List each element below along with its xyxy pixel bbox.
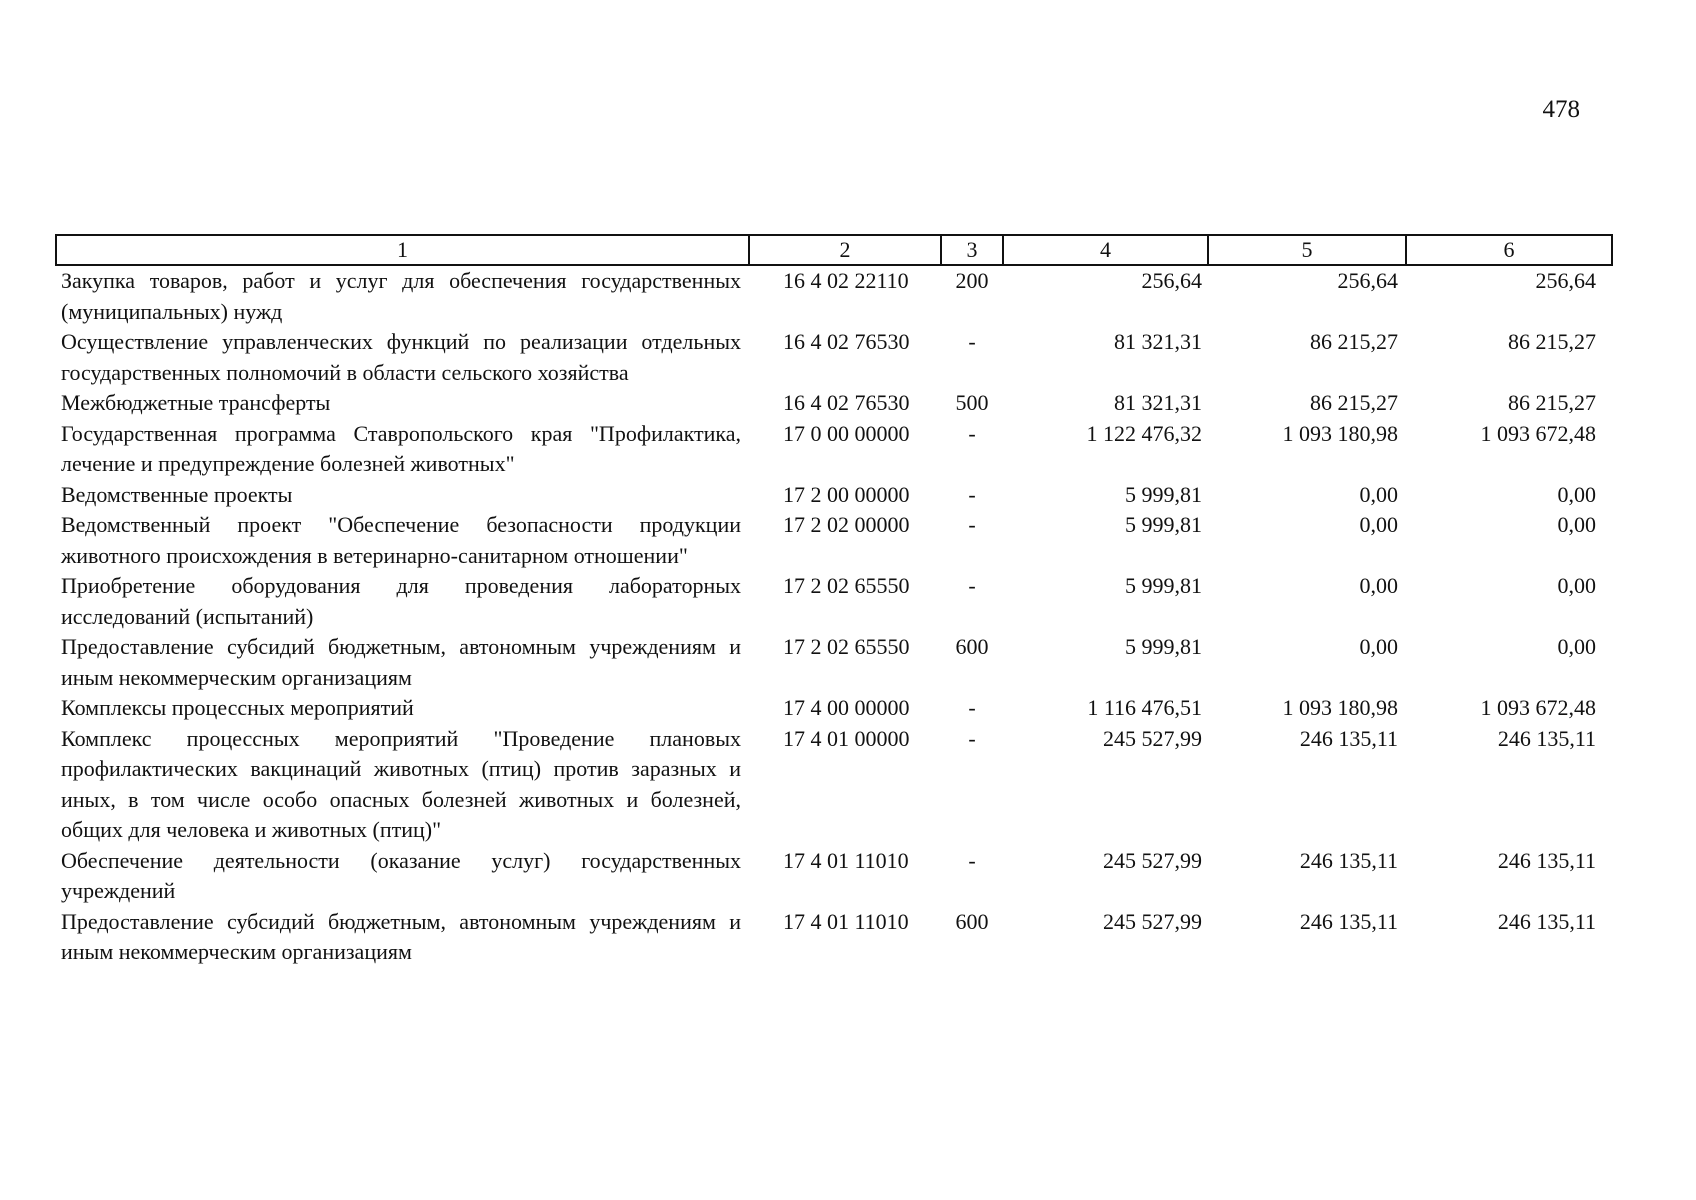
- amount-cell: 0,00: [1557, 634, 1596, 659]
- expense-type-cell: -: [968, 725, 976, 751]
- table-row: [56, 724, 1612, 846]
- amount-cell: 0,00: [1359, 634, 1398, 659]
- expense-type-cell: -: [968, 420, 976, 446]
- amount-cell: 256,64: [1535, 268, 1596, 293]
- expense-type-cell: -: [968, 512, 976, 537]
- column-header: 2: [749, 235, 941, 265]
- amount-cell: 86 215,27: [1310, 329, 1398, 354]
- table-row: [56, 907, 1612, 968]
- target-code-cell: 17 4 01 11010: [783, 847, 909, 873]
- table-header-row: [56, 235, 1612, 265]
- amount-cell: 1 116 476,51: [1087, 695, 1202, 720]
- amount-cell: 256,64: [1141, 268, 1202, 293]
- target-code-cell: 17 2 02 65550: [783, 573, 910, 598]
- table-row: [56, 419, 1612, 480]
- amount-cell: 246 135,11: [1497, 847, 1596, 873]
- row-name-cell: Закупка товаров, работ и услуг для обеспечения государственных (муниципальных) нужд: [61, 268, 741, 324]
- amount-cell: 245 527,99: [1103, 908, 1202, 934]
- table-row: [56, 571, 1612, 632]
- target-code-cell: 17 4 01 11010: [783, 908, 909, 934]
- table-row: [56, 480, 1612, 511]
- row-name-cell: Предоставление субсидий бюджетным, автономным учреждениям и иным некоммерческим организациям: [61, 634, 741, 690]
- amount-cell: 81 321,31: [1114, 390, 1202, 415]
- expense-type-cell: -: [968, 847, 976, 873]
- amount-cell: 5 999,81: [1125, 481, 1202, 507]
- amount-cell: 86 215,27: [1508, 390, 1596, 415]
- target-code-cell: 17 2 00 00000: [783, 481, 910, 507]
- target-code-cell: 16 4 02 76530: [783, 390, 910, 415]
- row-name-cell: Осуществление управленческих функций по реализации отдельных государственных полномочий в области сельского хозяйства: [61, 329, 741, 385]
- amount-cell: 86 215,27: [1310, 390, 1398, 415]
- amount-cell: 1 093 180,98: [1282, 420, 1398, 446]
- table-body: [56, 265, 1612, 968]
- expense-type-cell: 600: [955, 634, 989, 659]
- amount-cell: 0,00: [1359, 481, 1398, 507]
- table-row: [56, 265, 1612, 327]
- row-name-cell: Предоставление субсидий бюджетным, автономным учреждениям и иным некоммерческим организациям: [61, 908, 741, 964]
- amount-cell: 0,00: [1359, 573, 1398, 598]
- amount-cell: 0,00: [1557, 481, 1596, 507]
- expense-type-cell: 200: [955, 268, 989, 293]
- expense-type-cell: -: [968, 481, 976, 507]
- row-name-cell: Приобретение оборудования для проведения лабораторных исследований (испытаний): [61, 573, 741, 629]
- column-header: 4: [1003, 235, 1208, 265]
- target-code-cell: 17 0 00 00000: [783, 420, 910, 446]
- target-code-cell: 16 4 02 76530: [783, 329, 910, 354]
- amount-cell: 246 135,11: [1497, 725, 1596, 751]
- expense-type-cell: -: [968, 573, 976, 598]
- amount-cell: 245 527,99: [1103, 847, 1202, 873]
- column-header: 6: [1406, 235, 1612, 265]
- amount-cell: 245 527,99: [1103, 725, 1202, 751]
- target-code-cell: 17 2 02 00000: [783, 512, 910, 537]
- row-name-cell: Ведомственные проекты: [61, 481, 293, 507]
- column-header: 1: [56, 235, 749, 265]
- row-name-cell: Комплексы процессных мероприятий: [61, 695, 414, 720]
- amount-cell: 0,00: [1557, 573, 1596, 598]
- row-name-cell: Межбюджетные трансферты: [61, 390, 331, 415]
- amount-cell: 81 321,31: [1114, 329, 1202, 354]
- target-code-cell: 17 4 01 00000: [783, 725, 910, 751]
- table-row: [56, 693, 1612, 724]
- expense-type-cell: 500: [955, 390, 989, 415]
- amount-cell: 246 135,11: [1299, 908, 1398, 934]
- row-name-cell: Государственная программа Ставропольского края "Профилактика, лечение и предупреждение болезней животных": [61, 420, 741, 476]
- table-row: [56, 846, 1612, 907]
- row-name-cell: Ведомственный проект "Обеспечение безопасности продукции животного происхождения в ветеринарно-санитарном отношении": [61, 512, 741, 568]
- amount-cell: 0,00: [1359, 512, 1398, 537]
- table-row: [56, 510, 1612, 571]
- amount-cell: 246 135,11: [1299, 847, 1398, 873]
- amount-cell: 1 093 180,98: [1282, 695, 1398, 720]
- amount-cell: 1 093 672,48: [1480, 695, 1596, 720]
- column-header: 5: [1208, 235, 1406, 265]
- amount-cell: 1 122 476,32: [1086, 420, 1202, 446]
- target-code-cell: 17 2 02 65550: [783, 634, 910, 659]
- row-name-cell: Обеспечение деятельности (оказание услуг) государственных учреждений: [61, 847, 741, 903]
- amount-cell: 246 135,11: [1497, 908, 1596, 934]
- table-row: [56, 388, 1612, 419]
- row-name-cell: Комплекс процессных мероприятий "Проведение плановых профилактических вакцинаций животных (птиц) против заразных и иных, в том числе особо опасных болезней животных и болезней, общих для человека и животных (птиц)": [61, 725, 741, 842]
- table-row: [56, 327, 1612, 388]
- expense-type-cell: -: [968, 695, 976, 720]
- amount-cell: 5 999,81: [1125, 512, 1202, 537]
- target-code-cell: 17 4 00 00000: [783, 695, 910, 720]
- amount-cell: 246 135,11: [1299, 725, 1398, 751]
- amount-cell: 256,64: [1337, 268, 1398, 293]
- table-row: [56, 632, 1612, 693]
- target-code-cell: 16 4 02 22110: [783, 268, 909, 293]
- amount-cell: 5 999,81: [1125, 634, 1202, 659]
- amount-cell: 0,00: [1557, 512, 1596, 537]
- amount-cell: 5 999,81: [1125, 573, 1202, 598]
- amount-cell: 86 215,27: [1508, 329, 1596, 354]
- expense-type-cell: 600: [955, 908, 989, 934]
- amount-cell: 1 093 672,48: [1480, 420, 1596, 446]
- column-header: 3: [941, 235, 1003, 265]
- expense-type-cell: -: [968, 329, 976, 354]
- budget-table: [55, 234, 1613, 968]
- page-number: 478: [1542, 96, 1580, 123]
